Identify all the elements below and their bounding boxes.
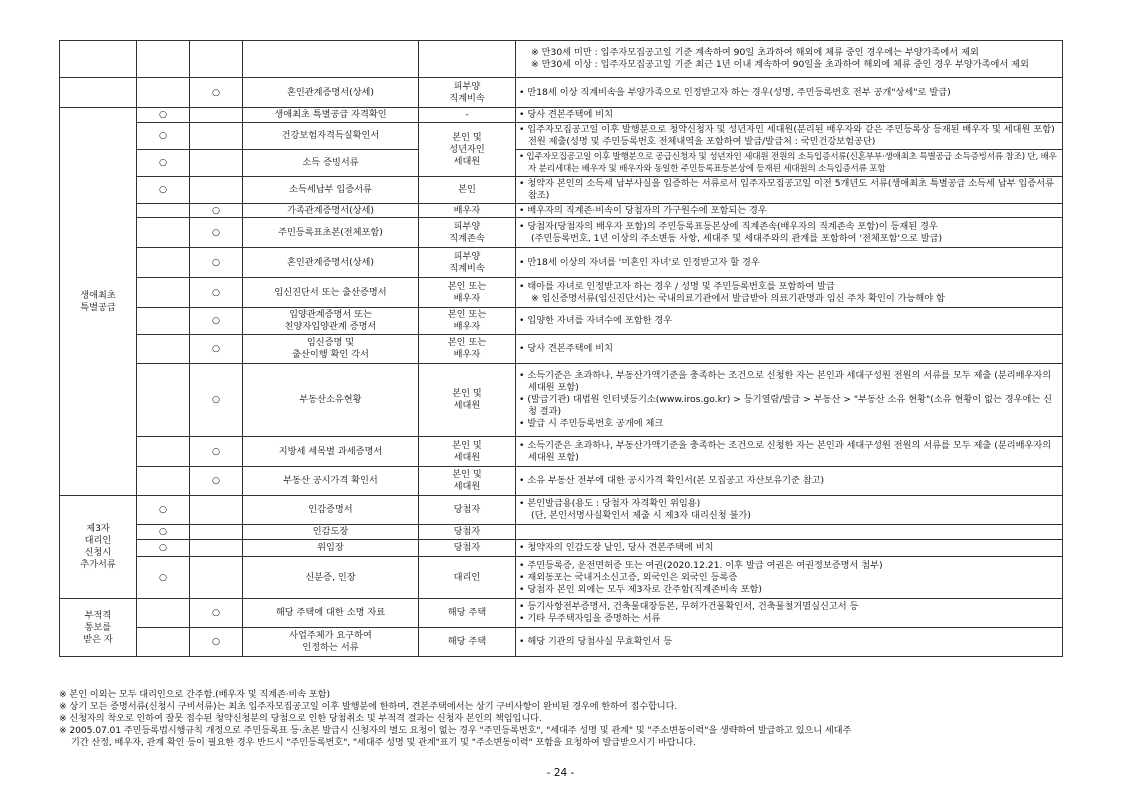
doc-name: 주민등록표초본(전체포함) [243,218,419,248]
mark-cell [190,123,243,150]
target-cell: 본인 및 세대원 [419,437,516,467]
mark-cell [137,78,190,108]
mark-cell [137,278,190,308]
category-cell [60,41,137,78]
required-mark: ○ [137,525,190,540]
target-cell: 당첨자 [419,540,516,557]
desc-cell [516,150,1063,177]
doc-name: 임신증명 및 출산이행 확인 각서 [243,335,419,364]
desc-line: • 입주자모집공고일 이후 발행분으로 청약신청자 및 성년자인 세대원(분리된 배우자와 같은 주민등록상 등재된 배우자 및 세대원 포함) 전원 제출(성명 및 주민등록번호 전체내역을 포함하여 발급/발급처 : 국민건강보험공단) [519,124,1055,147]
category-third-party: 제3자 대리인 신청시 추가서류 [60,496,137,599]
required-mark: ○ [137,150,190,177]
desc-cell: • 해당 기관의 당첨사실 무효확인서 등 [516,628,1063,657]
doc-name: 부동산 공시가격 확인서 [243,467,419,496]
desc-cell: • 만18세 이상 직계비속을 부양가족으로 인정받고자 하는 경우(성명, 주민등록번호 전부 공개"상세"로 발급) [516,78,1063,108]
mark-cell [137,335,190,364]
mark-cell [190,540,243,557]
desc-line: • 입주자모집공고일 이후 발행분으로 공급신청자 및 성년자인 세대원 전원의 소득입증서류(신혼부부·생애최초 특별공급 소득증빙서류 참조) 단, 배우자 분리세대는 배우자 및 배우자와 동일한 주민등록표등본상에 등재된 세대원의 소득입증서류 포함 [519,152,1057,174]
target-cell: 해당 주택 [419,599,516,628]
table-row [60,557,1063,599]
category-first-time: 생애최초 특별공급 [60,108,137,496]
desc-cell: • 소유 부동산 전부에 대한 공시가격 확인서(본 모집공고 자산보유기준 참고) [516,467,1063,496]
target-cell: 본인 [419,177,516,204]
required-mark: ○ [137,177,190,204]
mark-cell [137,248,190,278]
doc-name: 인감증명서 [243,496,419,525]
required-mark: ○ [190,308,243,335]
table-row [60,41,1063,78]
doc-name: 신분증, 인장 [243,557,419,599]
table-row [60,150,1063,177]
table-row [60,218,1063,248]
desc-line: ※ 만30세 미만 : 입주자모집공고일 기준 계속하여 90일 초과하여 해외에 체류 중인 경우에는 부양가족에서 제외 [531,47,979,58]
table-row [60,599,1063,628]
mark-cell [190,150,243,177]
table-row [60,525,1063,540]
table-row [60,108,1063,123]
mark-cell [190,557,243,599]
required-mark: ○ [137,540,190,557]
target-cell: 해당 주택 [419,628,516,657]
doc-name: 생애최초 특별공급 자격확인 [243,108,419,123]
required-mark: ○ [190,248,243,278]
required-documents-table [59,40,1063,657]
required-mark: ○ [190,467,243,496]
desc-line: • 소득기준은 초과하나, 부동산가액기준을 충족하는 조건으로 신청한 자는 본인과 세대구성원 전원의 서류를 모두 제출 (분리배우자의 세대원 포함) [519,439,1052,463]
desc-line: ※ 임신증명서류(임신진단서)는 국내의료기관에서 발급받아 의료기관명과 임신 주차 확인이 가능해야 함 [531,292,945,304]
required-mark: ○ [190,78,243,108]
desc-cell [516,496,1063,525]
table-row [60,467,1063,496]
table-row [60,204,1063,218]
required-mark: ○ [190,599,243,628]
required-mark: ○ [190,437,243,467]
desc-cell: • 입양한 자녀를 자녀수에 포함한 경우 [516,308,1063,335]
required-mark: ○ [137,496,190,525]
desc-line: • 당첨자 본인 외에는 모두 제3자로 간주함(직계존비속 포함) [519,583,763,595]
desc-line: • 당첨자(당첨자의 배우자 포함)의 주민등록표등본상에 직계존속(배우자의 직계존속 포함)이 등재된 경우 [519,220,938,232]
mark-cell [190,525,243,540]
required-mark: ○ [190,218,243,248]
desc-line: • 소득기준은 초과하나, 부동산가액기준을 충족하는 조건으로 신청한 자는 본인과 세대구성원 전원의 서류를 모두 제출 (분리배우자의 세대원 포함) [519,370,1052,393]
desc-cell [516,41,1063,78]
table-row [60,177,1063,204]
mark-cell [137,218,190,248]
desc-cell: • 만18세 이상의 자녀를 '미혼인 자녀'로 인정받고자 할 경우 [516,248,1063,278]
desc-cell [516,525,1063,540]
required-mark: ○ [190,364,243,437]
target-cell: 본인 및 성년자인 세대원 [419,123,516,177]
required-mark: ○ [190,204,243,218]
desc-cell: • 당사 견본주택에 비치 [516,335,1063,364]
target-cell: 본인 또는 배우자 [419,308,516,335]
mark-cell [190,41,243,78]
mark-cell [190,496,243,525]
footnote: ※ 신청자의 착오로 인하여 잘못 접수된 청약신청분의 당첨으로 인한 당첨취소 및 부적격 결과는 신청자 본인의 책임입니다. [59,713,542,724]
desc-line: • 본인발급용(용도 : 당첨자 자격확인 위임용) [519,498,701,509]
desc-line: • 등기사항전부증명서, 건축물대장등본, 무허가건물확인서, 건축물철거멸실신고서 등 [519,601,859,612]
desc-line: • 재외동포는 국내거소신고증, 외국인은 외국인 등록증 [519,571,738,583]
category-cell [60,78,137,108]
mark-cell [137,204,190,218]
footnote: 기간 산정, 배우자, 관계 확인 등이 필요한 경우 반드시 "주민등록번호", "세대주 성명 및 관계"표기 및 "주소변동이력" 포함을 요청하여 발급받으시기 바랍니다. [71,737,696,748]
target-cell: 피부양 직계비속 [419,78,516,108]
target-cell: 피부양 직계비속 [419,248,516,278]
doc-name: 혼인관계증명서(상세) [243,78,419,108]
desc-cell: • 당사 견본주택에 비치 [516,108,1063,123]
table-row [60,308,1063,335]
doc-name: 사업주체가 요구하여 인정하는 서류 [243,628,419,657]
page-number: - 24 - [546,767,575,779]
target-cell: 본인 및 세대원 [419,364,516,437]
mark-cell [137,308,190,335]
target-cell: 본인 및 세대원 [419,467,516,496]
table-row [60,628,1063,657]
table-row [60,123,1063,150]
desc-line: • 주민등록증, 운전면허증 또는 여권(2020.12.21. 이후 발급 여권은 여권정보증명서 첨부) [519,559,883,571]
desc-line: • 기타 무주택자임을 증명하는 서류 [519,613,661,624]
desc-cell [516,177,1063,204]
doc-name: 해당 주택에 대한 소명 자료 [243,599,419,628]
mark-cell [190,108,243,123]
target-cell: 당첨자 [419,496,516,525]
target-cell: 본인 또는 배우자 [419,278,516,308]
doc-name: 건강보험자격득실확인서 [243,123,419,150]
desc-cell [516,437,1063,467]
mark-cell [137,599,190,628]
mark-cell [137,364,190,437]
required-mark: ○ [137,557,190,599]
required-mark: ○ [190,628,243,657]
desc-cell: • 배우자의 직계존·비속이 당첨자의 가구원수에 포함되는 경우 [516,204,1063,218]
table-row [60,278,1063,308]
doc-cell [243,41,419,78]
table-row [60,364,1063,437]
doc-name: 임신진단서 또는 출산증명서 [243,278,419,308]
category-ineligible: 부적격 통보를 받은 자 [60,599,137,657]
desc-cell [516,364,1063,437]
target-cell: - [419,108,516,123]
target-cell: 당첨자 [419,525,516,540]
footnote: ※ 본인 이외는 모두 대리인으로 간주함.(배우자 및 직계존·비속 포함) [59,689,330,700]
mark-cell [190,177,243,204]
mark-cell [137,467,190,496]
desc-line: • 발급 시 주민등록번호 공개에 체크 [519,418,664,429]
doc-name: 가족관계증명서(상세) [243,204,419,218]
doc-name: 입양관계증명서 또는 친양자입양관계 증명서 [243,308,419,335]
doc-name: 소득세납부 입증서류 [243,177,419,204]
doc-name: 소득 증빙서류 [243,150,419,177]
footnote: ※ 상기 모든 증명서류(신청시 구비서류)는 최초 입주자모집공고일 이후 발행분에 한하며, 견본주택에서는 상기 구비사항이 완비된 경우에 한하여 접수합니다. [59,701,678,712]
table-row [60,437,1063,467]
desc-line: • 태아를 자녀로 인정받고자 하는 경우 / 성명 및 주민등록번호를 포함하여 발급 [519,280,835,292]
desc-line: • 청약자 본인의 소득세 납부사실을 입증하는 서류로서 입주자모집공고일 이전 5개년도 서류(생애최초 특별공급 소득세 납부 입증서류 참조) [519,178,1054,201]
desc-line: • (발급기관) 대법원 인터넷등기소(www.iros.go.kr) > 등기열람/발급 > 부동산 > "부동산 소유 현황"(소유 현황이 없는 경우에는 신청 결과) [519,394,1053,417]
table-row [60,78,1063,108]
desc-cell [516,218,1063,248]
desc-line: (주민등록번호, 1년 이상의 주소변동 사항, 세대주 및 세대주와의 관계를 포함하여 '전체포함'으로 발급) [531,232,943,244]
desc-line: ※ 만30세 이상 : 입주자모집공고일 기준 최근 1년 이내 계속하여 90일을 초과하여 해외에 체류 중인 경우 부양가족에서 제외 [531,59,1029,70]
target-cell: 피부양 직계존속 [419,218,516,248]
doc-name: 인감도장 [243,525,419,540]
desc-cell: • 청약자의 인감도장 날인, 당사 견본주택에 비치 [516,540,1063,557]
target-cell: 배우자 [419,204,516,218]
doc-name: 부동산소유현황 [243,364,419,437]
mark-cell [137,41,190,78]
doc-name: 지방세 세목별 과세증명서 [243,437,419,467]
table-row [60,335,1063,364]
table-row [60,496,1063,525]
required-mark: ○ [137,108,190,123]
desc-cell [516,557,1063,599]
desc-cell [516,599,1063,628]
required-mark: ○ [190,278,243,308]
target-cell: 본인 또는 배우자 [419,335,516,364]
table-row [60,540,1063,557]
required-mark: ○ [137,123,190,150]
doc-name: 혼인관계증명서(상세) [243,248,419,278]
doc-name: 위임장 [243,540,419,557]
desc-cell [516,278,1063,308]
target-cell [419,41,516,78]
footnote: ※ 2005.07.01 주민등록법시행규칙 개정으로 주민등록표 등·초본 발급시 신청자의 별도 요청이 없는 경우 "주민등록번호", "세대주 성명 및 관계" 및 "주소변동이력"을 생략하여 발급하고 있으니 세대주 [59,725,852,736]
target-cell: 대리인 [419,557,516,599]
mark-cell [137,628,190,657]
desc-cell [516,123,1063,150]
table-row [60,248,1063,278]
mark-cell [137,437,190,467]
desc-line: (단, 본인서명사실확인서 제출 시 제3자 대리신청 불가) [531,510,751,521]
required-mark: ○ [190,335,243,364]
